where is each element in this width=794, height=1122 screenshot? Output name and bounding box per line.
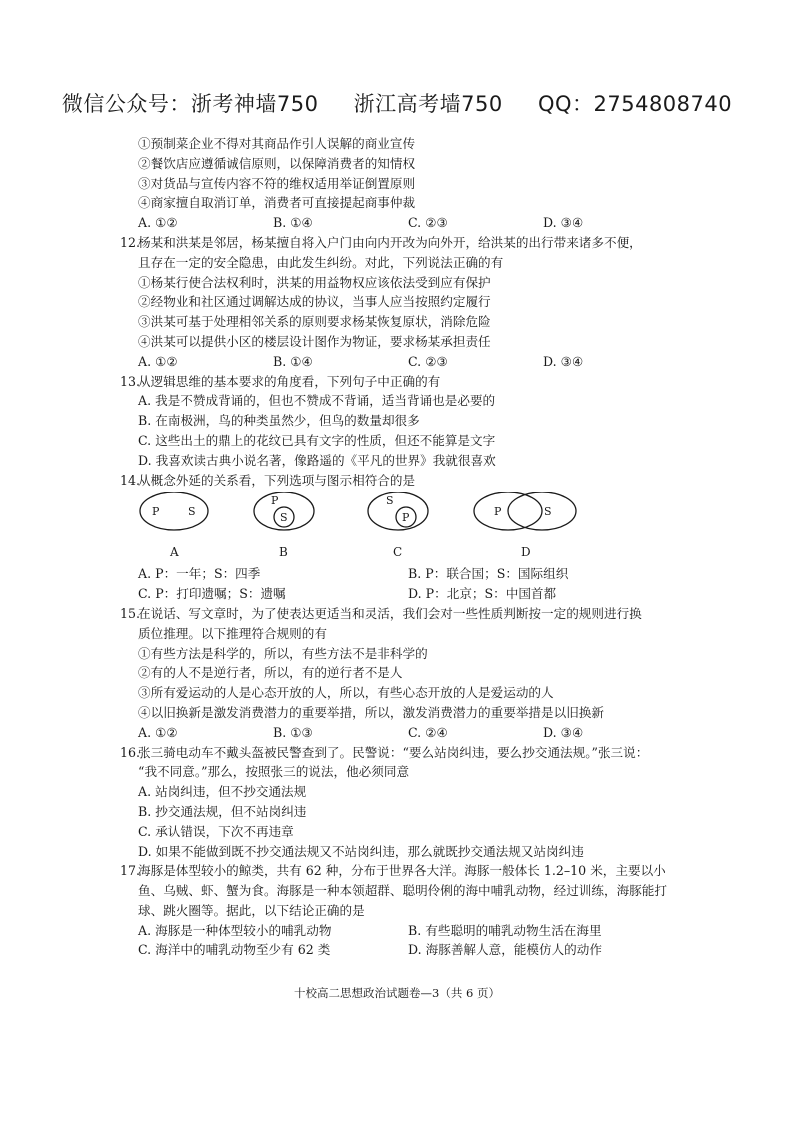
watermark-header bbox=[0, 88, 794, 118]
q12-option-c[interactable]: C. ②③ bbox=[408, 353, 448, 369]
q14-option-b[interactable]: B. P：联合国；S：国际组织 bbox=[408, 566, 569, 582]
q13-option-d[interactable]: D. 我喜欢读古典小说名著，像路遥的《平凡的世界》我就很喜欢 bbox=[138, 452, 496, 468]
question-11 bbox=[120, 134, 680, 233]
q15-option-c[interactable]: C. ②④ bbox=[408, 724, 448, 740]
q14-number: 14. bbox=[120, 472, 141, 488]
q17-stem-3: 球、跳火圈等。据此，以下结论正确的是 bbox=[138, 902, 365, 918]
q11-statement-2: ②餐饮店应遵循诚信原则，以保障消费者的知情权 bbox=[138, 155, 416, 171]
q12-stem-2: 且存在一定的安全隐患，由此发生纠纷。对此，下列说法正确的有 bbox=[138, 254, 504, 270]
diagram-d-p-label: P bbox=[494, 505, 502, 519]
q15-option-b[interactable]: B. ①③ bbox=[273, 724, 313, 740]
diagram-a-caption: A bbox=[170, 545, 179, 560]
diagram-b-p-label: P bbox=[271, 494, 279, 508]
q17-options-row-2 bbox=[120, 940, 680, 960]
q14-options-row-1 bbox=[120, 564, 680, 584]
diagram-c-s-label: S bbox=[386, 494, 394, 508]
q17-option-a[interactable]: A. 海豚是一种体型较小的哺乳动物 bbox=[138, 922, 332, 938]
q14-option-d[interactable]: D. P：北京；S：中国首都 bbox=[408, 586, 557, 602]
q16-option-b[interactable]: B. 抄交通法规，但不站岗纠违 bbox=[138, 803, 307, 819]
q11-statement-4: ④商家擅自取消订单，消费者可直接提起商事仲裁 bbox=[138, 195, 416, 211]
page-footer: 十校高二思想政治试题卷—3（共 6 页） bbox=[294, 986, 500, 1000]
q15-statement-3: ③所有爱运动的人是心态开放的人，所以，有些心态开放的人是爱运动的人 bbox=[138, 685, 554, 701]
q17-options-row-1 bbox=[120, 921, 680, 941]
q15-statement-1: ①有些方法是科学的，所以，有些方法不是非科学的 bbox=[138, 645, 428, 661]
q16-option-d[interactable]: D. 如果不能做到既不抄交通法规又不站岗纠违，那么就既抄交通法规又站岗纠违 bbox=[138, 843, 584, 859]
exam-content bbox=[120, 134, 680, 960]
q12-option-d[interactable]: D. ③④ bbox=[543, 353, 584, 369]
q11-statement-1: ①预制菜企业不得对其商品作引人误解的商业宣传 bbox=[138, 136, 416, 151]
qq-number: QQ：2754808740 bbox=[537, 92, 733, 116]
q15-stem-2: 质位推理。以下推理符合规则的有 bbox=[138, 625, 327, 641]
q11-option-d[interactable]: D. ③④ bbox=[543, 215, 584, 231]
diagram-c-p-label: P bbox=[402, 511, 410, 525]
diagram-b-s-label: S bbox=[280, 511, 288, 525]
q11-option-b[interactable]: B. ①④ bbox=[273, 215, 313, 231]
venn-diagram-svg bbox=[138, 492, 598, 562]
q17-option-c[interactable]: C. 海洋中的哺乳动物至少有 62 类 bbox=[138, 942, 331, 958]
q12-statement-2: ②经物业和社区通过调解达成的协议，当事人应当按照约定履行 bbox=[138, 294, 491, 310]
q12-stem-1: 杨某和洪某是邻居，杨某擅自将入户门由向内开改为向外开，给洪某的出行带来诸多不便， bbox=[138, 234, 642, 250]
q17-option-b[interactable]: B. 有些聪明的哺乳动物生活在海里 bbox=[408, 922, 602, 938]
question-14 bbox=[120, 471, 680, 604]
diagram-d-caption: D bbox=[521, 545, 531, 560]
question-15 bbox=[120, 604, 680, 743]
q12-number: 12. bbox=[120, 234, 141, 250]
q15-statement-2: ②有的人不是逆行者，所以，有的逆行者不是人 bbox=[138, 665, 403, 681]
q12-statement-4: ④洪某可以提供小区的楼层设计图作为物证，要求杨某承担责任 bbox=[138, 333, 491, 349]
q15-options bbox=[120, 723, 680, 743]
q16-number: 16. bbox=[120, 744, 141, 760]
q16-option-a[interactable]: A. 站岗纠违，但不抄交通法规 bbox=[138, 784, 307, 800]
q13-option-b[interactable]: B. 在南极洲，鸟的种类虽然少，但鸟的数量却很多 bbox=[138, 413, 420, 429]
q16-option-c[interactable]: C. 承认错误，下次不再违章 bbox=[138, 823, 294, 839]
q11-option-a[interactable]: A. ①② bbox=[138, 215, 178, 231]
q12-option-a[interactable]: A. ①② bbox=[138, 353, 178, 369]
venn-diagrams bbox=[138, 492, 680, 562]
q17-number: 17. bbox=[120, 863, 141, 879]
question-17 bbox=[120, 861, 680, 960]
q15-number: 15. bbox=[120, 605, 141, 621]
q17-stem-1: 海豚是体型较小的鲸类，共有 62 种，分布于世界各大洋。海豚一般体长 1.2–10 米，主要以小 bbox=[138, 863, 666, 879]
q12-statement-3: ③洪某可基于处理相邻关系的原则要求杨某恢复原状，消除危险 bbox=[138, 314, 491, 330]
q11-option-c[interactable]: C. ②③ bbox=[408, 215, 448, 231]
q17-stem-2: 鱼、乌贼、虾、蟹为食。海豚是一种本领超群、聪明伶俐的海中哺乳动物，经过训练，海豚能打 bbox=[138, 883, 667, 899]
q15-option-a[interactable]: A. ①② bbox=[138, 724, 178, 740]
diagram-a-p-label: P bbox=[152, 505, 160, 519]
wechat-account: 微信公众号：浙考神墙750 bbox=[61, 92, 319, 116]
question-12 bbox=[120, 233, 680, 372]
diagram-d-s-label: S bbox=[544, 505, 552, 519]
diagram-b-caption: B bbox=[279, 545, 288, 560]
diagram-a-ellipse bbox=[140, 492, 208, 530]
q15-statement-4: ④以旧换新是激发消费潜力的重要举措，所以，激发消费潜力的重要举措是以旧换新 bbox=[138, 704, 604, 720]
q13-stem: 从逻辑思维的基本要求的角度看，下列句子中正确的有 bbox=[138, 373, 441, 389]
q12-options bbox=[120, 352, 680, 372]
q15-option-d[interactable]: D. ③④ bbox=[543, 724, 584, 740]
q11-statement-3: ③对货品与宣传内容不符的维权适用举证倒置原则 bbox=[138, 175, 416, 191]
q13-option-c[interactable]: C. 这些出土的鼎上的花纹已具有文字的性质，但还不能算是文字 bbox=[138, 432, 496, 448]
q16-stem-2: “我不同意。”那么，按照张三的说法，他必须同意 bbox=[138, 764, 410, 780]
q14-options-row-2 bbox=[120, 584, 680, 604]
q14-stem: 从概念外延的关系看，下列选项与图示相符合的是 bbox=[138, 472, 416, 488]
q16-stem-1: 张三骑电动车不戴头盔被民警查到了。民警说：“要么站岗纠违，要么抄交通法规。”张三说： bbox=[138, 744, 649, 760]
q17-option-d[interactable]: D. 海豚善解人意，能模仿人的动作 bbox=[408, 942, 602, 958]
question-13 bbox=[120, 372, 680, 471]
q14-option-a[interactable]: A. P：一年；S：四季 bbox=[138, 566, 261, 582]
q14-option-c[interactable]: C. P：打印遗嘱；S：遗嘱 bbox=[138, 586, 286, 602]
zhejiang-account: 浙江高考墙750 bbox=[353, 92, 503, 116]
diagram-c-caption: C bbox=[393, 545, 403, 560]
diagram-a-s-label: S bbox=[188, 505, 196, 519]
q13-option-a[interactable]: A. 我是不赞成背诵的，但也不赞成不背诵，适当背诵也是必要的 bbox=[138, 393, 496, 409]
q12-statement-1: ①杨某行使合法权利时，洪某的用益物权应该依法受到应有保护 bbox=[138, 274, 491, 290]
q13-number: 13. bbox=[120, 373, 141, 389]
question-16 bbox=[120, 743, 680, 862]
q12-option-b[interactable]: B. ①④ bbox=[273, 353, 313, 369]
q11-options bbox=[120, 213, 680, 233]
q15-stem-1: 在说话、写文章时，为了使表达更适当和灵活，我们会对一些性质判断按一定的规则进行换 bbox=[138, 605, 642, 621]
